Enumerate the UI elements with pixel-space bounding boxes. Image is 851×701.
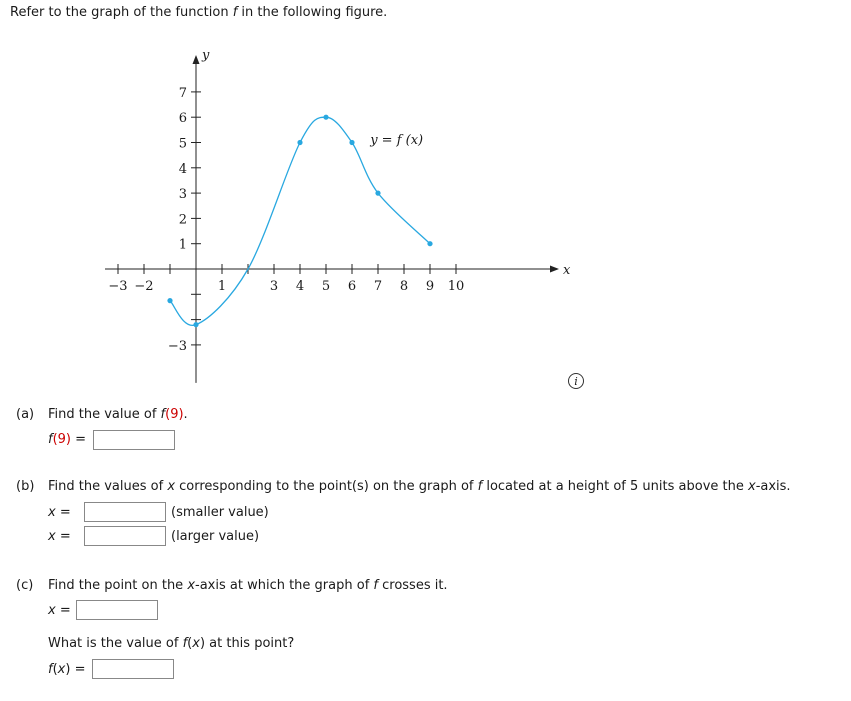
x-axis-label: x — [563, 263, 571, 278]
ticks — [118, 92, 456, 345]
x-tick-label: 9 — [425, 279, 435, 294]
part-c-x-lhs: x = — [48, 603, 71, 618]
x-tick-label: 8 — [399, 279, 409, 294]
axes — [105, 55, 559, 383]
curve-point — [193, 322, 198, 327]
curve-point — [427, 241, 432, 246]
curve-point — [349, 140, 354, 145]
y-tick-label: 5 — [178, 136, 187, 152]
y-tick-label: −3 — [167, 338, 187, 354]
curve-label: y = f (x) — [370, 132, 424, 148]
part-c-followup-question: What is the value of f(x) at this point? — [48, 636, 295, 651]
part-c-fx-lhs: f(x) = — [48, 662, 86, 677]
x-tick-label: 3 — [269, 279, 279, 294]
info-icon[interactable]: i — [568, 373, 584, 389]
x-intercept-input[interactable] — [76, 600, 158, 620]
x-axis-arrow — [550, 266, 559, 273]
part-c-label: (c) — [16, 578, 34, 593]
y-axis-arrow — [193, 55, 200, 64]
part-b-question: Find the values of x corresponding to the point(s) on the graph of f located at a height of 5 units above the x-axis. — [48, 479, 791, 494]
x-tick-label: 7 — [373, 279, 383, 294]
part-b-label: (b) — [16, 479, 35, 494]
curve-point — [375, 191, 380, 196]
x-tick-label: −3 — [108, 279, 128, 294]
part-a-question: Find the value of f(9). — [48, 407, 188, 422]
part-c-question: Find the point on the x-axis at which the graph of f crosses it. — [48, 578, 448, 593]
part-b-row1-lhs: x = — [48, 505, 71, 520]
instructions: Refer to the graph of the function f in the following figure. — [10, 5, 388, 20]
function-curve — [170, 117, 430, 325]
y-tick-label: 3 — [178, 187, 187, 203]
x-tick-label: 10 — [447, 279, 465, 294]
larger-value-hint: (larger value) — [171, 529, 260, 544]
y-tick-label: 7 — [178, 85, 187, 101]
fx-value-input[interactable] — [92, 659, 174, 679]
f9-answer-input[interactable] — [93, 430, 175, 450]
curve-point — [323, 115, 328, 120]
x-tick-label: −2 — [134, 279, 154, 294]
x-larger-input[interactable] — [84, 526, 166, 546]
part-a-lhs: f(9) = — [48, 432, 87, 447]
y-tick-label: 6 — [178, 111, 187, 127]
y-tick-label: 1 — [178, 237, 187, 253]
x-tick-label: 6 — [347, 279, 357, 294]
x-tick-label: 1 — [217, 279, 227, 294]
y-tick-label: 4 — [178, 161, 187, 177]
curve-point — [297, 140, 302, 145]
curve-point — [167, 298, 172, 303]
labels — [108, 48, 571, 354]
smaller-value-hint: (smaller value) — [171, 505, 269, 520]
x-tick-label: 5 — [321, 279, 331, 294]
y-axis-label: y — [202, 48, 210, 64]
y-tick-label: 2 — [178, 212, 187, 228]
x-tick-label: 4 — [295, 279, 305, 294]
x-smaller-input[interactable] — [84, 502, 166, 522]
part-b-row2-lhs: x = — [48, 529, 71, 544]
part-a-label: (a) — [16, 407, 35, 422]
